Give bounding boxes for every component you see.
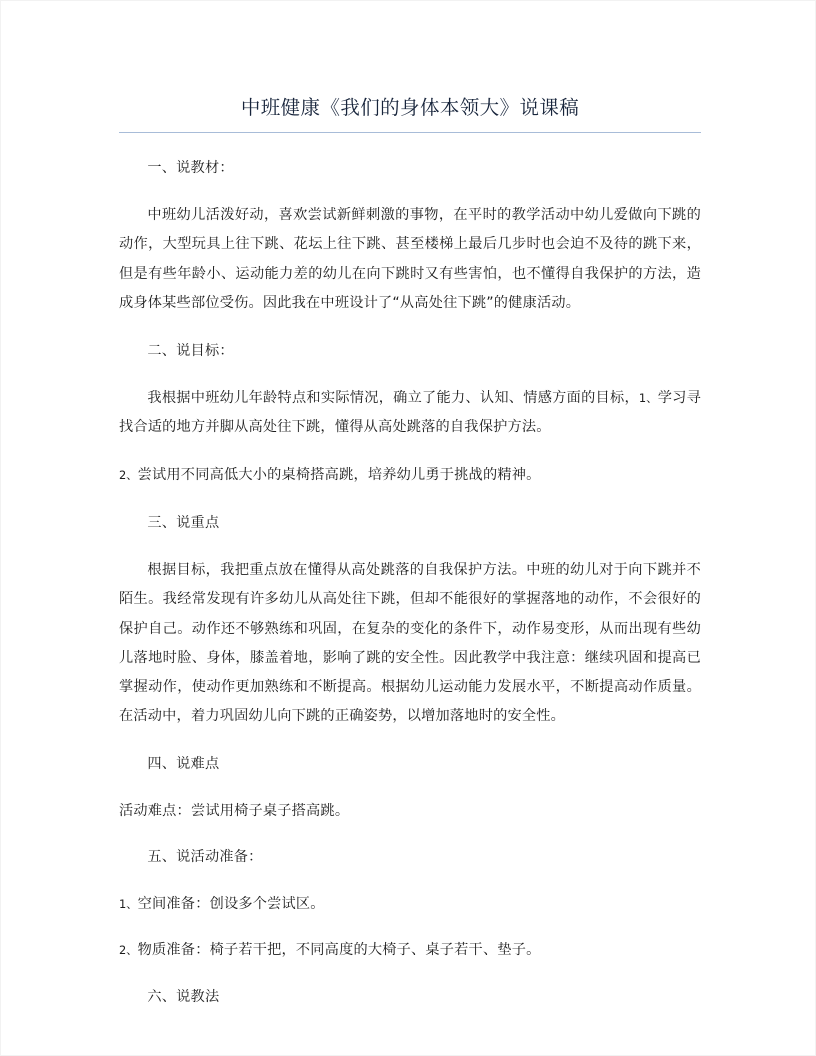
goal-number-1: 1、 [638,390,658,405]
goal-1-text: 学习寻找合适的地方并脚从高处往下跳，懂得从高处跳落的自我保护方法。 [119,389,701,436]
section-heading-3: 三、说重点 [147,515,220,532]
goals-intro-text: 我根据中班幼儿年龄特点和实际情况，确立了能力、认知、情感方面的目标， [147,389,639,406]
paragraph-prep-1 [119,890,701,919]
section-heading-1: 一、说教材： [147,160,234,177]
paragraph-goal-2 [119,461,701,490]
prep-number-1: 1、 [119,897,138,912]
section-heading-5: 五、说活动准备： [147,849,263,866]
section-heading-4: 四、说难点 [147,756,220,772]
paragraph-difficulty: 活动难点：尝试用椅子桌子搭高跳。 [119,803,350,820]
goal-2-text: 尝试用不同高低大小的桌椅搭高跳，培养幼儿勇于挑战的精神。 [137,467,541,484]
prep-number-2: 2、 [119,943,138,958]
paragraph-textbook: 中班幼儿活泼好动，喜欢尝试新鲜刺激的事物，在平时的教学活动中幼儿爱做向下跳的动作，大型玩具上往下跳、花坛上往下跳、甚至楼梯上最后几步时也会迫不及待的跳下来，但是有些年龄小、运动能力差的幼儿在向下跳时又有些害怕，也不懂得自我保护的方法，造成身体某些部位受伤。因此我在中班设计了“从高处往下跳”的健康活动。 [119,207,701,311]
page-title: 中班健康《我们的身体本领大》说课稿 [240,96,580,119]
title-divider [119,132,701,133]
document-body [119,154,701,1011]
prep-1-text: 空间准备：创设多个尝试区。 [137,896,325,913]
section-heading-2: 二、说目标： [147,342,234,359]
document-content [119,1,701,1030]
prep-2-text: 物质准备：椅子若干把，不同高度的大椅子、桌子若干、垫子。 [137,942,541,959]
goal-number-2: 2、 [119,468,138,483]
section-heading-6: 六、说教法 [147,988,220,1005]
paragraph-prep-2 [119,936,701,965]
paragraph-key-point: 根据目标，我把重点放在懂得从高处跳落的自我保护方法。中班的幼儿对于向下跳并不陌生。我经常发现有许多幼儿从高处往下跳，但却不能很好的掌握落地的动作，不会很好的保护自己。动作还不够熟练和巩固，在复杂的变化的条件下，动作易变形，从而出现有些幼儿落地时脸、身体，膝盖着地，影响了跳的安全性。因此教学中我注意：继续巩固和提高已掌握动作，使动作更加熟练和不断提高。根据幼儿运动能力发展水平，不断提高动作质量。在活动中，着力巩固幼儿向下跳的正确姿势，以增加落地时的安全性。 [119,562,701,724]
paragraph-goals [119,384,701,442]
